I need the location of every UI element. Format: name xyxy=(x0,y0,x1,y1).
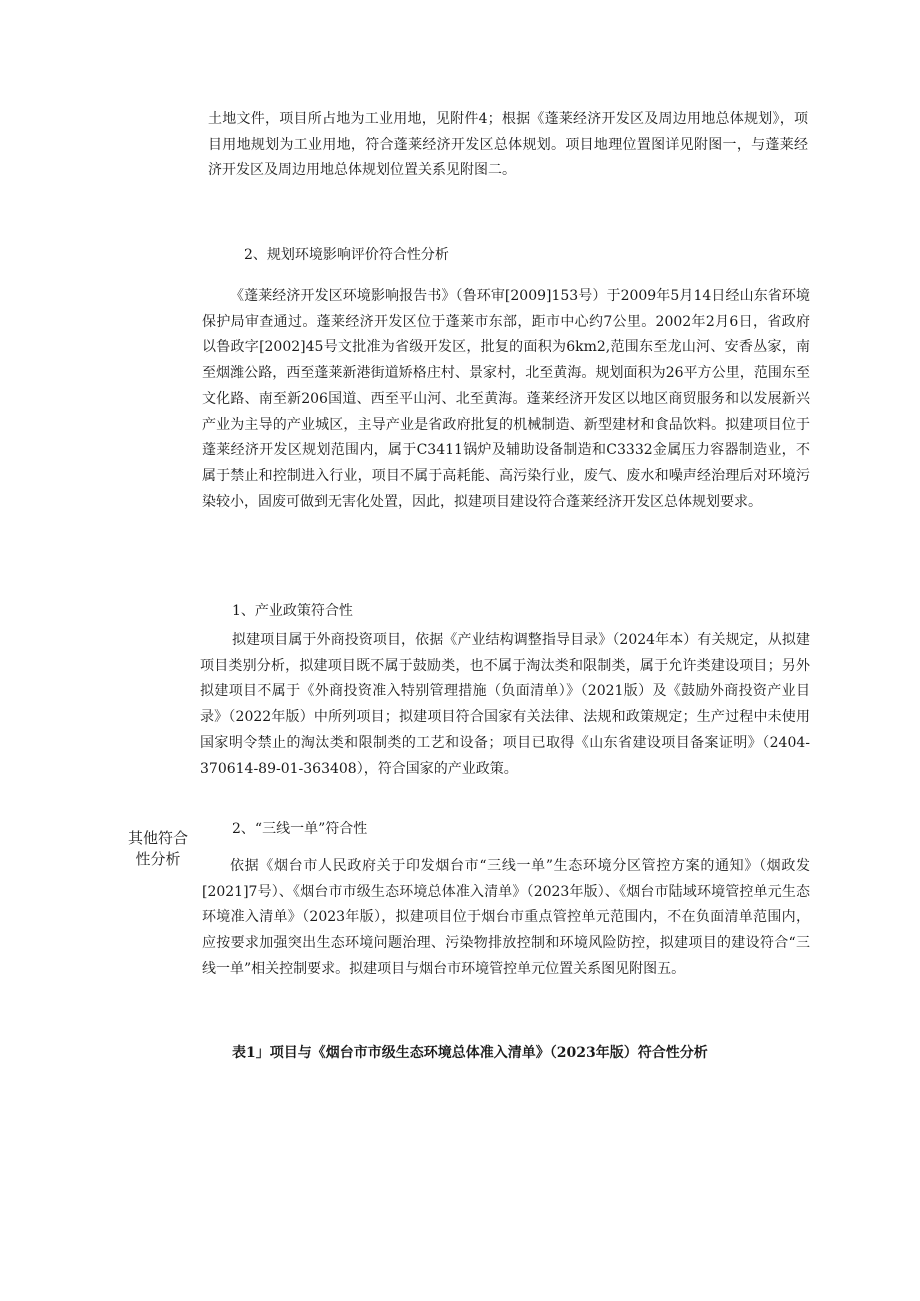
three-lines-paragraph: 依据《烟台市人民政府关于印发烟台市“三线一单”生态环境分区管控方案的通知》（烟政发[2021]7号）、《烟台市市级生态环境总体准入清单》（2023年版）、《烟台市陆域环境管控单元生态环境准入清单》（2023年版），拟建项目位于烟台市重点管控单元范围内，不在负面清单范围内，应按要求加强突出生态环境问题治理、污染物排放控制和环境风险防控，拟建项目的建设符合“三线一单”相关控制要求。拟建项目与烟台市环境管控单元位置关系图见附图五。 xyxy=(202,858,810,977)
heading-eia-compliance: 2、规划环境影响评价符合性分析 xyxy=(244,247,449,263)
land-use-paragraph: 土地文件，项目所占地为工业用地，见附件4；根据《蓬莱经济开发区及周边用地总体规划》，项目用地规划为工业用地，符合蓬莱经济开发区总体规划。项目地理位置图详见附图一，与蓬莱经济开发区及周边用地总体规划位置关系见附图二。 xyxy=(208,111,808,179)
table-caption: 表1」项目与《烟台市市级生态环境总体准入清单》（2023年版）符合性分析 xyxy=(232,1045,708,1061)
eia-paragraph: 《蓬莱经济开发区环境影响报告书》（鲁环审[2009]153号）于2009年5月14日经山东省环境保护局审查通过。蓬莱经济开发区位于蓬莱市东部，距市中心约7公里。2002年2月6日，省政府以鲁政字[2002]45号文批准为省级开发区，批复的面积为6km2,范围东至龙山河、安香丛家，南至烟潍公路，西至蓬莱新港街道矫格庄村、景家村，北至黄海。规划面积为26平方公里，范围东至文化路、南至新206国道、西至平山河、北至黄海。蓬莱经济开发区以地区商贸服务和以发展新兴产业为主导的产业城区，主导产业是省政府批复的机械制造、新型建材和食品饮料。拟建项目位于蓬莱经济开发区规划范围内，属于C3411锅炉及辅助设备制造和C3332金属压力容器制造业，不属于禁止和控制进入行业，项目不属于高耗能、高污染行业，废气、废水和噪声经治理后对环境污染较小，固废可做到无害化处置，因此，拟建项目建设符合蓬莱经济开发区总体规划要求。 xyxy=(202,288,810,510)
heading-three-lines-one-list: 2、“三线一单”符合性 xyxy=(232,821,368,837)
heading-industrial-policy: 1、产业政策符合性 xyxy=(232,603,353,619)
section-side-label: 其他符合性分析 xyxy=(127,829,188,868)
industrial-policy-paragraph: 拟建项目属于外商投资项目，依据《产业结构调整指导目录》（2024年本）有关规定，从拟建项目类别分析，拟建项目既不属于鼓励类，也不属于淘汰类和限制类，属于允许类建设项目；另外拟建项目不属于《外商投资准入特别管理措施（负面清单）》（2021版）及《鼓励外商投资产业目录》（2022年版）中所列项目；拟建项目符合国家有关法律、法规和政策规定；生产过程中未使用国家明令禁止的淘汰类和限制类的工艺和设备；项目已取得《山东省建设项目备案证明》（2404-370614-89-01-363408），符合国家的产业政策。 xyxy=(200,632,810,777)
